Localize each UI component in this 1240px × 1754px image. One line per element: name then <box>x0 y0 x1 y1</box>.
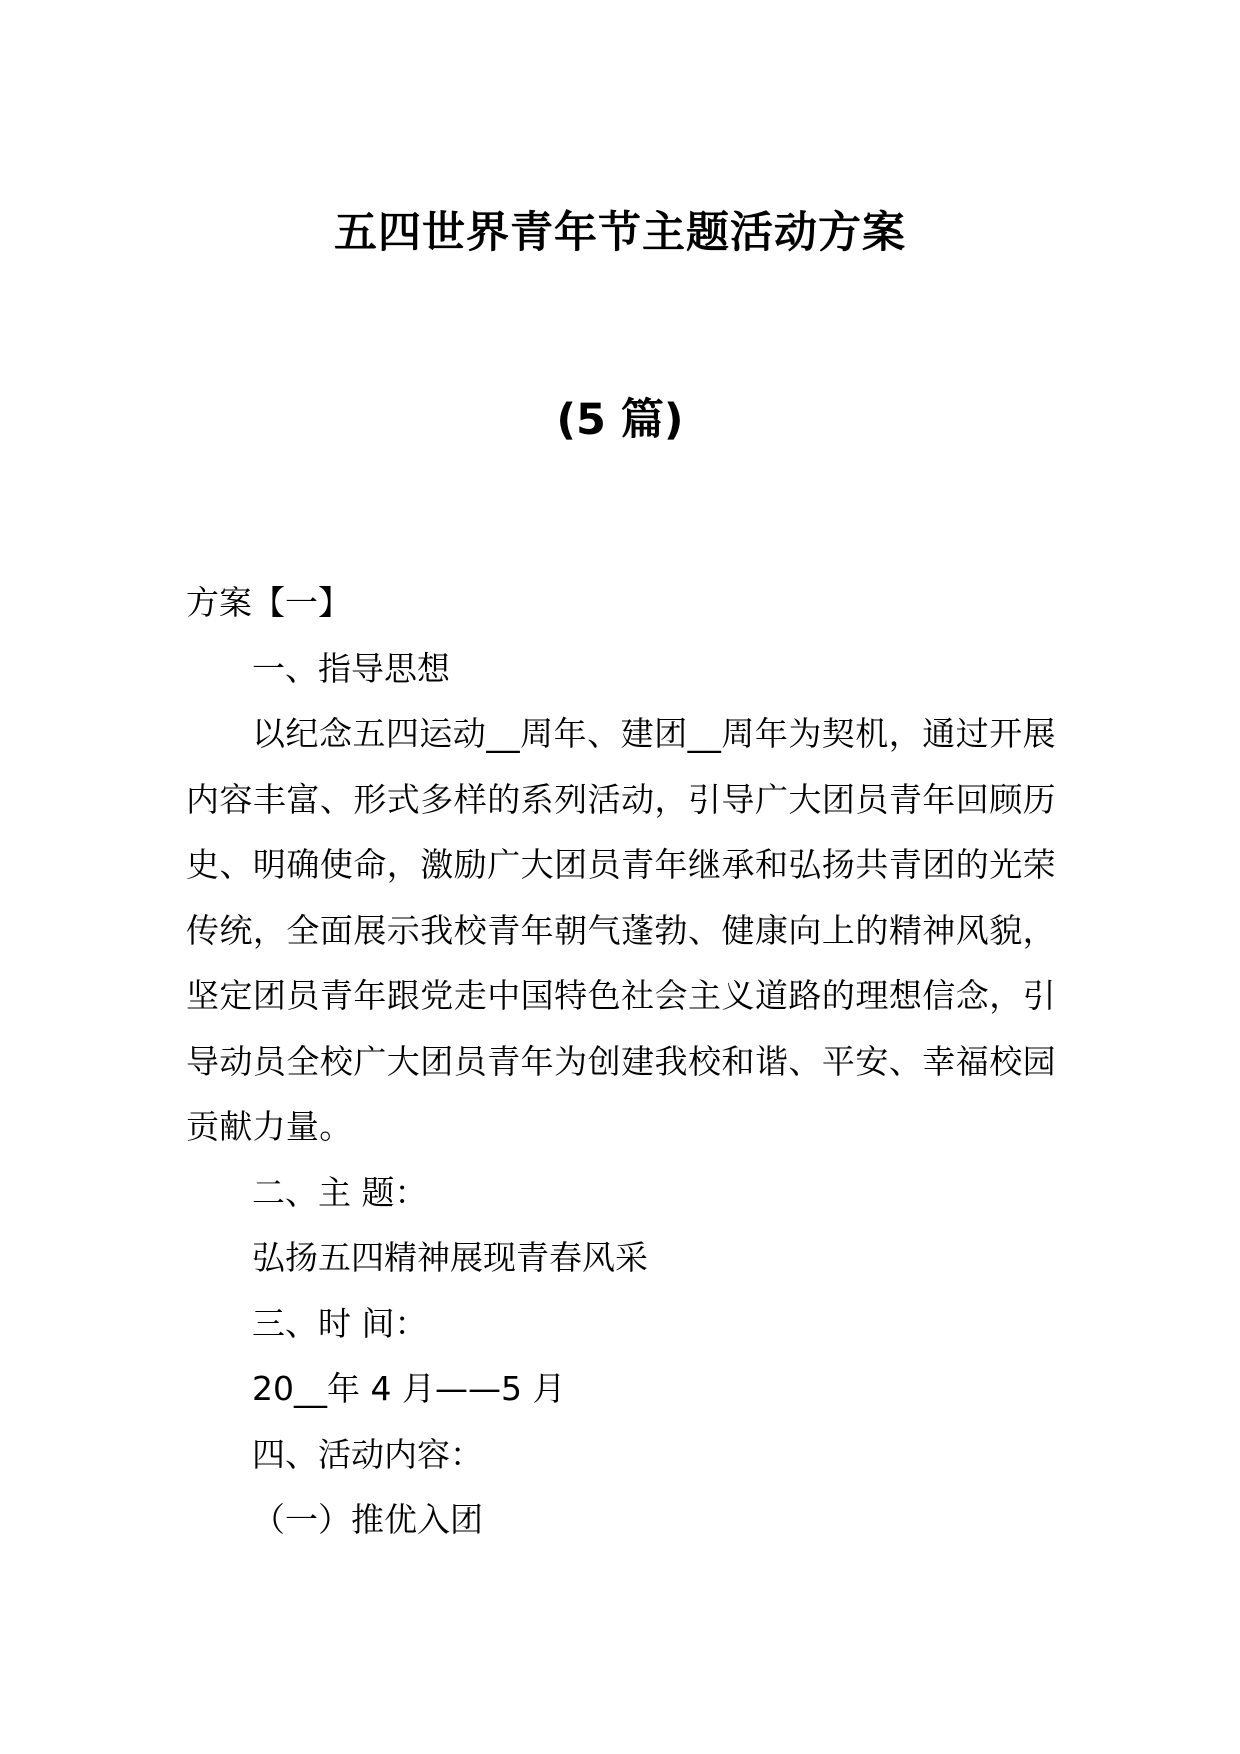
section-label: 方案【一】 <box>186 583 351 622</box>
document-subtitle: (5 篇) <box>556 395 684 445</box>
heading-time: 三、时 间： <box>252 1303 428 1343</box>
theme-text: 弘扬五四精神展现青春风采 <box>252 1238 648 1277</box>
heading-activity-content: 四、活动内容： <box>252 1434 483 1474</box>
heading-guiding-ideology: 一、指导思想 <box>252 648 450 688</box>
subheading-recommend-join: （一）推优入团 <box>252 1500 483 1539</box>
time-text: 20__年 4 月——5 月 <box>252 1369 566 1408</box>
heading-theme: 二、主 题： <box>252 1172 428 1212</box>
document-body <box>186 570 1056 1553</box>
paragraph-guiding-ideology: 以纪念五四运动__周年、建团__周年为契机，通过开展内容丰富、形式多样的系列活动，引导广大团员青年回顾历史、明确使命，激励广大团员青年继承和弘扬共青团的光荣传统，全面展示我校青年朝气蓬勃、健康向上的精神风貌，坚定团员青年跟党走中国特色社会主义道路的理想信念，引导动员全校广大团员青年为创建我校和谐、平安、幸福校园贡献力量。 <box>186 714 1056 1146</box>
document-title: 五四世界青年节主题活动方案 <box>334 208 906 258</box>
